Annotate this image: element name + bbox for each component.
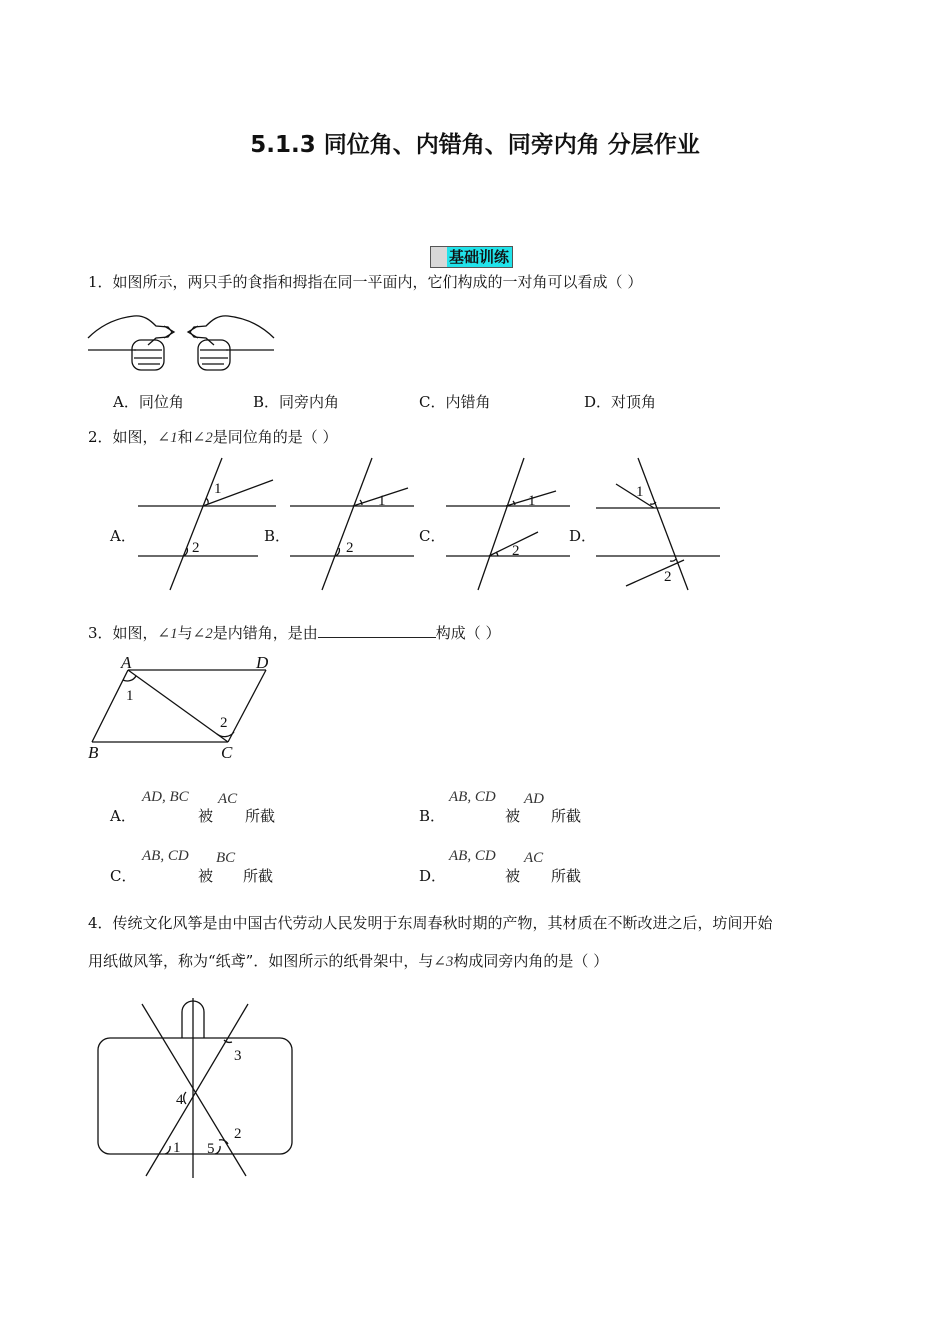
q3-option-b-lines: AB, CD [449,789,496,805]
q2-and: 和 [177,428,193,446]
q3-point-d: D [256,653,269,672]
q2-stem-prefix: 2．如图， [88,428,158,446]
q3-option-b-label: B． [419,807,446,825]
question-1-stem: 1．如图所示，两只手的食指和拇指在同一平面内，它们构成的一对角可以看成（ ） [88,273,643,291]
q3-option-d-cut: AC [524,850,544,866]
q2d-label-1: 1 [636,484,644,500]
q3-option-a-label: A． [110,807,136,825]
q3-option-d-bei: 被 [505,867,521,885]
page-title: 5.1.3 同位角、内错角、同旁内角 分层作业 [250,132,700,158]
q3-angle-1: ∠1 [157,626,178,642]
q3-angle-2: ∠2 [192,626,213,642]
q3-option-b-cut: AD [524,791,544,807]
q3-with: 与 [177,624,193,642]
q3-option-c-cut: BC [216,850,236,866]
q3-stem-mid: 是内错角，是由 [212,624,318,642]
q2b-label-1: 1 [378,493,386,509]
q4-label-4: 4 [176,1092,184,1108]
q3-point-c: C [221,743,233,762]
q3-stem-suffix: 构成（ ） [435,624,501,642]
q2a-label-1: 1 [214,481,222,497]
q3-option-d-suo: 所截 [551,867,582,885]
q2b-label-2: 2 [346,540,354,556]
q3-option-c-suo: 所截 [243,867,274,885]
q3-answer-blank [318,623,436,638]
q2-stem-suffix: 是同位角的是（ ） [212,428,338,446]
q3-point-b: B [88,743,99,762]
q3-stem-prefix: 3．如图， [88,624,158,642]
q4-kite-figure [96,996,298,1180]
q2d-label-2: 2 [664,569,672,585]
q1-option-a: A．同位角 [113,393,184,411]
q3-option-d-label: D． [419,867,447,885]
q2-option-b: B． [264,527,291,545]
q3-angle-label-2: 2 [220,715,228,731]
q3-point-a: A [121,653,132,672]
q1-option-b: B．同旁内角 [253,393,340,411]
q2-figure-a [138,458,278,590]
q1-option-c: C．内错角 [419,393,491,411]
q3-option-b-bei: 被 [505,807,521,825]
q3-angle-label-1: 1 [126,688,134,704]
q2-figure-d [596,458,722,590]
q2-option-c: C． [419,527,446,545]
q4-line2-prefix: 用纸做风筝，称为“纸鸢”．如图所示的纸骨架中，与 [88,952,434,970]
q1-hands-figure [86,300,276,380]
q4-label-1: 1 [173,1140,181,1156]
q2c-label-1: 1 [528,493,536,509]
q1-option-d: D．对顶角 [584,393,657,411]
section-badge: 基础训练 [430,246,513,268]
q2a-label-2: 2 [192,540,200,556]
q4-label-2: 2 [234,1126,242,1142]
q3-option-c-lines: AB, CD [142,848,189,864]
question-4-line-1: 4．传统文化风筝是由中国古代劳动人民发明于东周春秋时期的产物，其材质在不断改进之后，坊间开始 [88,914,773,932]
q3-option-a-lines: AD, BC [142,789,189,805]
q2-figure-b [290,458,420,590]
q3-parallelogram-figure [86,652,286,764]
q3-option-a-suo: 所截 [245,807,276,825]
question-3-stem [88,622,501,643]
question-4-line-2 [88,950,608,971]
q3-option-a-bei: 被 [198,807,214,825]
q4-line2-suffix: 构成同旁内角的是（ ） [453,952,609,970]
q3-option-c-bei: 被 [198,867,214,885]
q4-label-3: 3 [234,1048,242,1064]
q2-angle-1: ∠1 [157,430,178,446]
q2-figure-c [446,458,576,590]
q2-option-a: A． [110,527,136,545]
q3-option-a-cut: AC [218,791,238,807]
q3-option-d-lines: AB, CD [449,848,496,864]
q2c-label-2: 2 [512,543,520,559]
q4-angle-3: ∠3 [433,954,454,970]
q2-option-d: D． [569,527,597,545]
q2-angle-2: ∠2 [192,430,213,446]
q3-option-b-suo: 所截 [551,807,582,825]
q3-option-c-label: C． [110,867,137,885]
q4-label-5: 5 [207,1141,215,1157]
question-2-stem [88,426,338,447]
